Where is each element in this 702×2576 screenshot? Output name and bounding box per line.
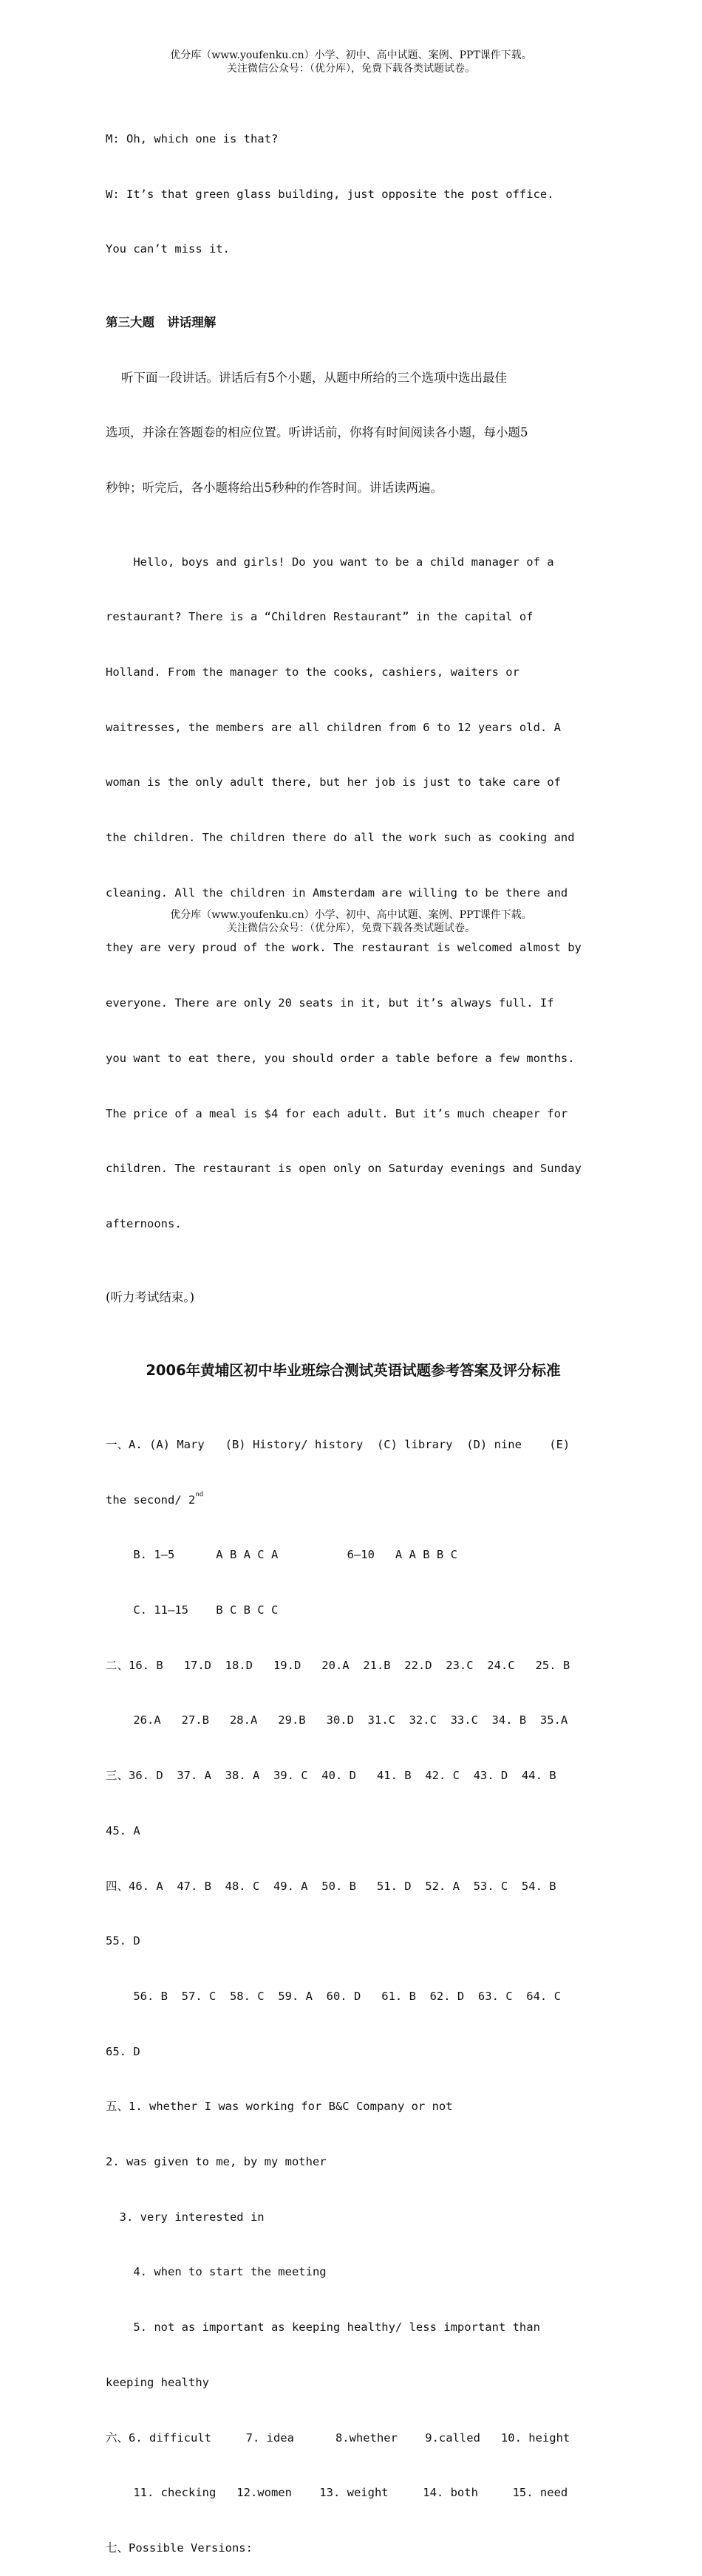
passage-line: Holland. From the manager to the cooks, cashiers, waiters or: [106, 665, 519, 679]
answer-line-second: [106, 1491, 608, 1510]
answer-line: 26.A 27.B 28.A 29.B 30.D 31.C 32.C 33.C 34. B 35.A: [106, 1713, 568, 1727]
answer-line: B. 1—5 A B A C A 6—10 A A B B C: [106, 1548, 457, 1562]
passage-line: afternoons.: [106, 1216, 182, 1230]
passage-line: waitresses, the members are all children from 6 to 12 years old. A: [106, 720, 561, 734]
answer-line: 45. A: [106, 1823, 140, 1837]
passage-line: the children. The children there do all the work such as cooking and: [106, 831, 575, 845]
footer-line-1: 优分库（www.youfenku.cn）小学、初中、高中试题、案例、PPT课件下载。: [170, 909, 532, 921]
passage-line: restaurant? There is a “Children Restaurant” in the capital of: [106, 610, 534, 624]
document-body: [106, 93, 608, 2576]
answer-line: 二、16. B 17.D 18.D 19.D 20.A 21.B 22.D 23.C 24.C 25. B: [106, 1658, 570, 1672]
dialogue-line: You can’t miss it.: [106, 242, 230, 256]
passage-line: The price of a meal is $4 for each adult. But it’s much cheaper for: [106, 1106, 568, 1120]
instruction-line: 选项，并涂在答题卷的相应位置。听讲话前，你将有时间阅读各小题，每小题5: [106, 425, 528, 440]
passage-line: everyone. There are only 20 seats in it, but it’s always full. If: [106, 996, 554, 1010]
section-heading: 第三大题 讲话理解: [106, 315, 217, 329]
answer-second-sup: nd: [195, 1490, 204, 1498]
instruction-line: 听下面一段讲话。讲话后有5个小题，从题中所给的三个选项中选出最佳: [106, 370, 507, 385]
answer-line: 一、A. (A) Mary (B) History/ history (C) library (D) nine (E): [106, 1437, 570, 1451]
page-footer: [0, 908, 702, 935]
instruction-line: 秒钟；听完后，各小题将给出5秒种的作答时间。讲话读两遍。: [106, 480, 443, 495]
answer-line: 2. was given to me, by my mother: [106, 2155, 327, 2169]
passage-line: you want to eat there, you should order a table before a few months.: [106, 1051, 575, 1065]
passage-line: Hello, boys and girls! Do you want to be a child manager of a: [106, 555, 554, 569]
answer-line: 3. very interested in: [106, 2210, 265, 2224]
dialogue-line: W: It’s that green glass building, just opposite the post office.: [106, 187, 554, 201]
answer-line: 56. B 57. C 58. C 59. A 60. D 61. B 62. D 63. C 64. C: [106, 1989, 561, 2003]
answer-line: 11. checking 12.women 13. weight 14. both 15. need: [106, 2486, 568, 2500]
header-line-2: 关注微信公众号：（优分库），免费下载各类试题试卷。: [227, 63, 475, 75]
passage-line: woman is the only adult there, but her job is just to take care of: [106, 775, 561, 789]
answer-line: 55. D: [106, 1934, 140, 1948]
passage-line: cleaning. All the children in Amsterdam are willing to be there and: [106, 886, 568, 900]
answer-line: 四、46. A 47. B 48. C 49. A 50. B 51. D 52. A 53. C 54. B: [106, 1879, 556, 1893]
dialogue-line: M: Oh, which one is that?: [106, 131, 279, 145]
page-header: [0, 49, 702, 75]
answer-line: 五、1. whether I was working for B&C Company or not: [106, 2100, 453, 2114]
end-note: (听力考试结束。): [106, 1289, 195, 1304]
footer-line-2: 关注微信公众号：（优分库），免费下载各类试题试卷。: [227, 922, 475, 934]
answer-line: 三、36. D 37. A 38. A 39. C 40. D 41. B 42. C 43. D 44. B: [106, 1769, 556, 1783]
header-line-1: 优分库（www.youfenku.cn）小学、初中、高中试题、案例、PPT课件下载。: [170, 49, 532, 61]
answer-line: C. 11—15 B C B C C: [106, 1603, 279, 1617]
answer-key-title: 2006年黄埔区初中毕业班综合测试英语试题参考答案及评分标准: [146, 1362, 561, 1380]
answer-line: 5. not as important as keeping healthy/ less important than: [106, 2320, 540, 2334]
passage-line: children. The restaurant is open only on Saturday evenings and Sunday: [106, 1162, 582, 1176]
answer-line: 65. D: [106, 2044, 140, 2058]
answer-line: 4. when to start the meeting: [106, 2265, 327, 2279]
answer-line: 六、6. difficult 7. idea 8.whether 9.called 10. height: [106, 2431, 570, 2445]
answer-second-text: the second/ 2: [106, 1493, 196, 1507]
answer-line: 七、Possible Versions:: [106, 2541, 253, 2555]
passage-line: they are very proud of the work. The restaurant is welcomed almost by: [106, 941, 582, 955]
answer-line: keeping healthy: [106, 2375, 209, 2389]
